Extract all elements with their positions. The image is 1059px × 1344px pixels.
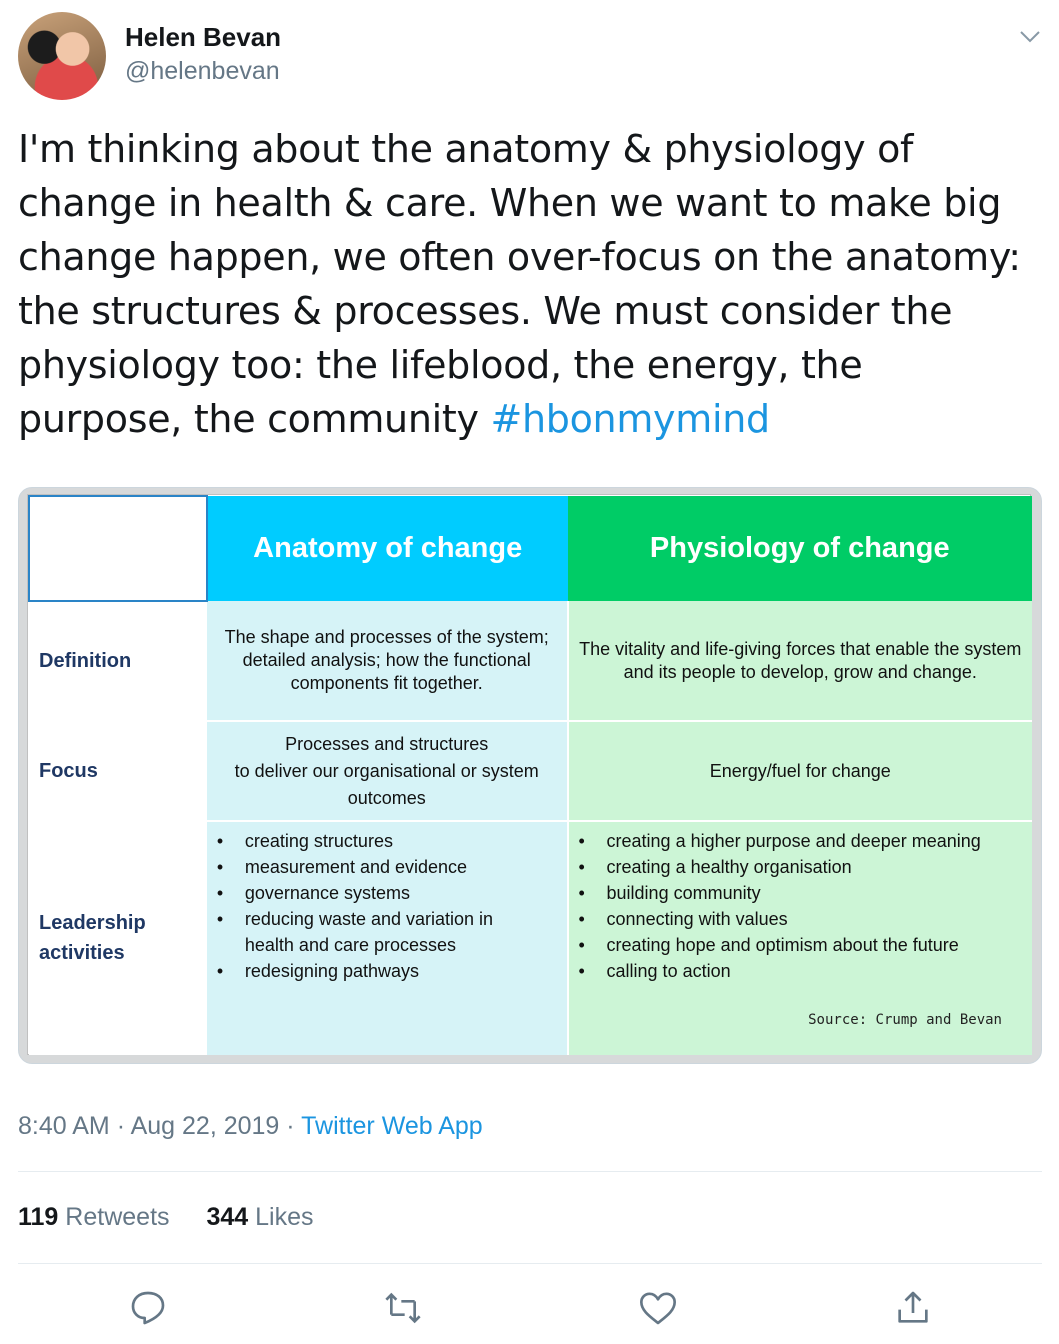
list-item: • reducing waste and variation in health and care processes [207, 906, 567, 958]
author-handle[interactable]: @helenbevan [125, 57, 280, 85]
source-caption: Source: Crump and Bevan [808, 1012, 1002, 1028]
physiology-header: Physiology of change [568, 496, 1032, 601]
list-item: • creating hope and optimism about the future [569, 932, 1032, 958]
row-label-leadership [29, 821, 207, 1055]
physiology-definition: The vitality and life-giving forces that enable the system and its people to develop, grow and change. [568, 601, 1032, 721]
reply-icon[interactable] [128, 1288, 168, 1328]
likes-count: 344 [206, 1203, 249, 1231]
meta-separator: · [286, 1112, 295, 1140]
tweet-body: I'm thinking about the anatomy & physiology of change in health & care. When we want to make big change happen, we often over-focus on the anatomy: the structures & processes. We must consider the physiology too: the lifeblood, the energy, the purpose, the community [18, 127, 1021, 441]
divider [18, 1171, 1042, 1172]
tweet-stats [18, 1203, 344, 1232]
author-name[interactable]: Helen Bevan [125, 22, 282, 52]
tweet-header [18, 12, 1042, 102]
list-item: • creating a higher purpose and deeper meaning [569, 828, 1032, 854]
heart-icon[interactable] [638, 1288, 678, 1328]
hashtag-link[interactable]: #hbonmymind [490, 397, 770, 441]
tweet-time[interactable]: 8:40 AM [18, 1112, 110, 1140]
list-item: • creating structures [207, 828, 567, 854]
anatomy-focus-line: to deliver our organisational or system [234, 760, 539, 781]
anatomy-focus-line: outcomes [347, 787, 426, 808]
anatomy-leadership [207, 821, 568, 1055]
share-icon[interactable] [893, 1288, 933, 1328]
likes-label: Likes [255, 1203, 314, 1231]
anatomy-header: Anatomy of change [207, 496, 568, 601]
leadership-label-line: activities [39, 942, 125, 964]
anatomy-focus-line: Processes and structures [285, 733, 489, 754]
anatomy-physiology-table [28, 495, 1032, 1055]
change-table-slide [27, 494, 1031, 1055]
empty-header-cell [29, 496, 207, 601]
list-item: • redesigning pathways [207, 958, 567, 984]
likes-stat[interactable] [206, 1203, 313, 1231]
list-item: • governance systems [207, 880, 567, 906]
meta-separator: · [116, 1112, 126, 1140]
tweet-meta [18, 1112, 483, 1141]
leadership-label-line: Leadership [39, 912, 146, 934]
retweets-label: Retweets [65, 1203, 170, 1231]
list-item: • creating a healthy organisation [569, 854, 1032, 880]
anatomy-definition: The shape and processes of the system; detailed analysis; how the functional components fit together. [207, 601, 568, 721]
list-item: • connecting with values [569, 906, 1032, 932]
retweets-count: 119 [18, 1203, 59, 1231]
retweet-icon[interactable] [383, 1288, 423, 1328]
list-item: • building community [569, 880, 1032, 906]
physiology-focus: Energy/fuel for change [568, 721, 1032, 821]
source-app-link[interactable]: Twitter Web App [301, 1112, 483, 1140]
list-item: • measurement and evidence [207, 854, 567, 880]
physiology-activity-list [569, 828, 1032, 984]
tweet-date[interactable]: Aug 22, 2019 [130, 1112, 280, 1140]
chevron-down-icon[interactable] [1018, 24, 1042, 48]
tweet-image[interactable] [18, 487, 1042, 1064]
anatomy-focus [207, 721, 568, 821]
divider [18, 1263, 1042, 1264]
avatar[interactable] [18, 12, 106, 100]
tweet-actions [0, 1288, 1059, 1332]
retweets-stat[interactable] [18, 1203, 170, 1231]
row-label-focus: Focus [29, 721, 207, 821]
row-label-definition: Definition [29, 601, 207, 721]
anatomy-activity-list [207, 828, 567, 984]
tweet-text [18, 122, 1038, 446]
list-item: • calling to action [569, 958, 1032, 984]
